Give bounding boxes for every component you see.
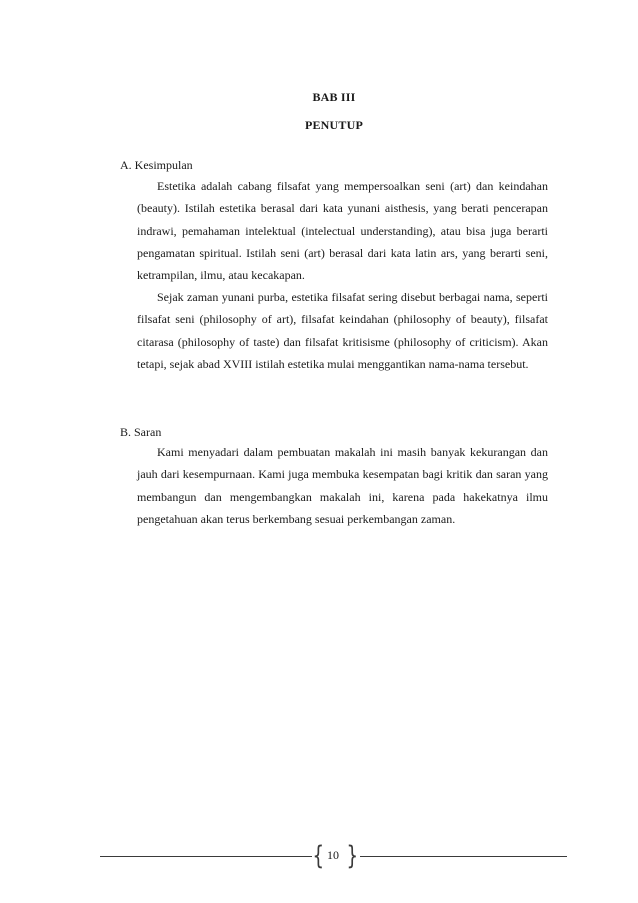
paragraph-kesimpulan-1: Estetika adalah cabang filsafat yang mempersoalkan seni (art) dan keindahan (beauty). Istilah estetika berasal dari kata yunani aisthesis, yang berati pencerapan indrawi, pemahaman intelektual (intelectual understanding), atau bisa juga berarti pengamatan spiritual. Istilah seni (art) berasal dari kata latin ars, yang berarti seni, ketrampilan, ilmu, atau kecakapan. [137, 179, 548, 283]
section-heading-saran: B. Saran [120, 425, 162, 439]
footer-rule-right [360, 856, 567, 857]
chapter-number: BAB III [312, 90, 356, 104]
paragraph-kesimpulan-2: Sejak zaman yunani purba, estetika filsafat sering disebut berbagai nama, seperti filsafat seni (philosophy of art), filsafat keindahan (philosophy of beauty), filsafat citarasa (philosophy of taste) dan filsafat kritisisme (philosophy of criticism). Akan tetapi, sejak abad XVIII istilah estetika mulai menggantikan nama-nama tersebut. [137, 290, 548, 371]
page-number: 10 [327, 848, 339, 862]
right-brace-icon: } [346, 841, 359, 871]
paragraph-saran-1: Kami menyadari dalam pembuatan makalah ini masih banyak kekurangan dan jauh dari kesempurnaan. Kami juga membuka kesempatan bagi kritik dan saran yang membangun dan mengembangkan makalah ini, karena pada hakekatnya ilmu pengetahuan akan terus berkembang sesuai perkembangan zaman. [137, 445, 548, 526]
section-heading-kesimpulan: A. Kesimpulan [120, 158, 193, 172]
chapter-title: PENUTUP [304, 118, 364, 132]
left-brace-icon: { [312, 841, 325, 871]
footer-rule-left [100, 856, 312, 857]
